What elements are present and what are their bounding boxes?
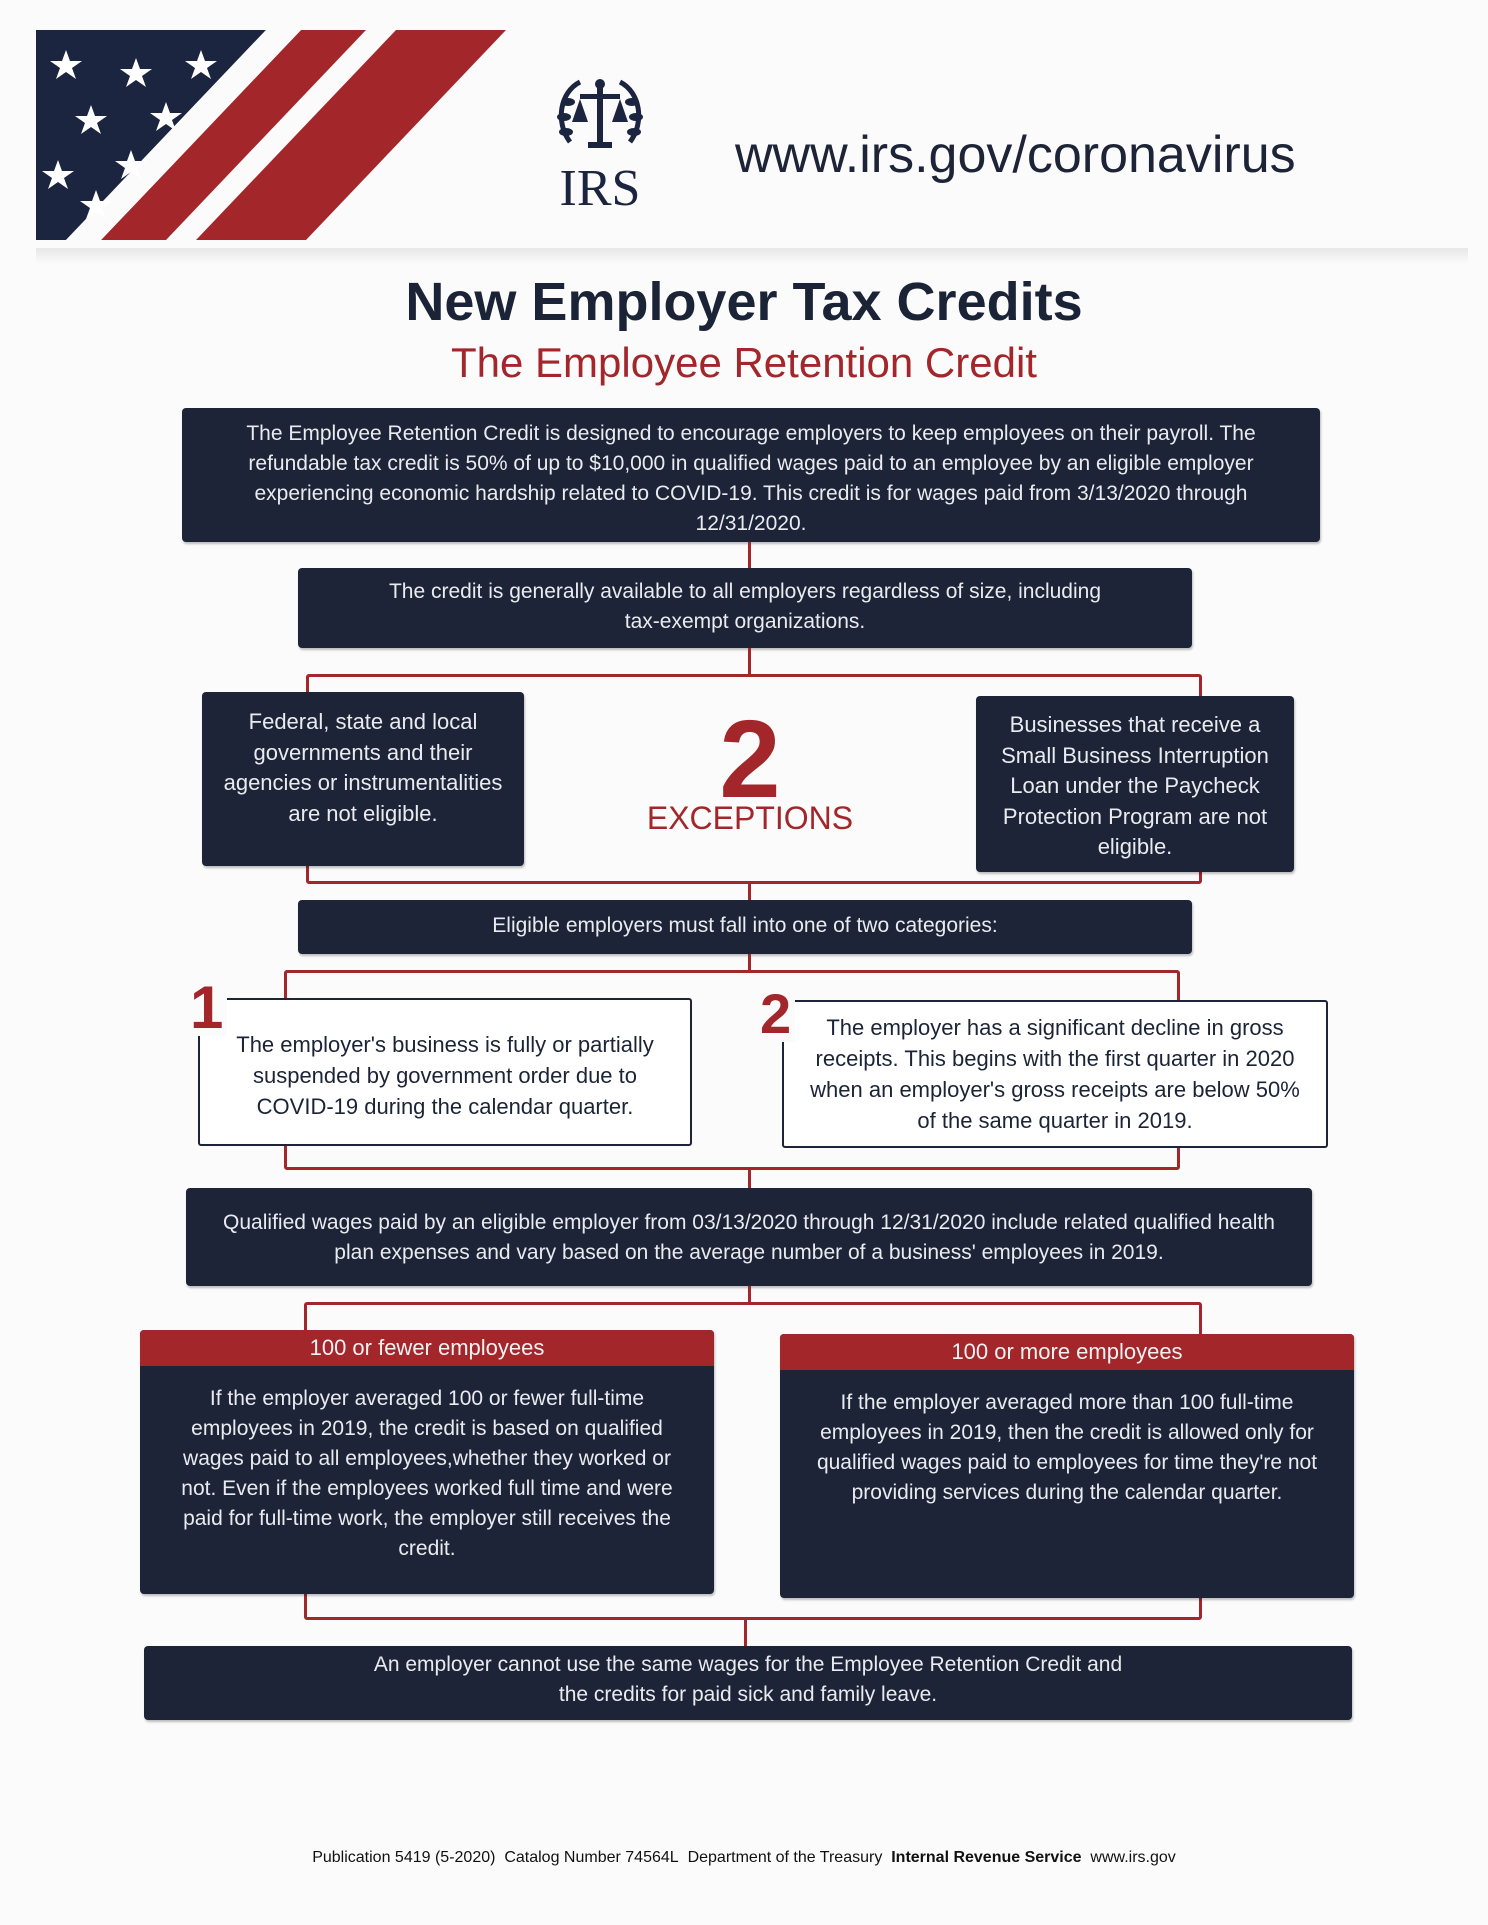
- irs-logo: [545, 72, 655, 222]
- final-note-text: An employer cannot use the same wages for the Employee Retention Credit and the credits for paid sick and family leave.: [373, 1653, 1123, 1706]
- availability-box: [298, 568, 1192, 648]
- exceptions-count: 2: [719, 698, 781, 821]
- intro-box: [182, 408, 1320, 542]
- intro-text: The Employee Retention Credit is designed to encourage employers to keep employees on their payroll. The refundable tax credit is 50% of up to $10,000 in qualified wages paid to an employee by an eligible employer experiencing economic hardship related to COVID-19. This credit is for wages paid from 3/13/2020 through 12/31/2020.: [246, 422, 1256, 535]
- page-subtitle: The Employee Retention Credit: [451, 339, 1037, 386]
- header-url: www.irs.gov/coronavirus: [735, 126, 1296, 184]
- fewer-employees-card: [140, 1330, 714, 1594]
- fewer-employees-text: If the employer averaged 100 or fewer full-time employees in 2019, the credit is based on qualified wages paid to all employees,whether they worked or not. Even if the employees worked full time and were paid for full-time work, the employer still receives the credit.: [181, 1387, 673, 1560]
- category-1-box: [198, 998, 692, 1146]
- connector: [748, 542, 751, 570]
- connector: [748, 648, 751, 676]
- exceptions-label: EXCEPTIONS: [646, 800, 854, 836]
- footer-department: Department of the Treasury: [687, 1849, 883, 1866]
- exception-left-text: Federal, state and local governments and their agencies or instrumentalities are not eligible.: [223, 709, 503, 826]
- connector: [744, 1620, 747, 1648]
- more-employees-text: If the employer averaged more than 100 full-time employees in 2019, then the credit is allowed only for qualified wages paid to employees for time they're not providing services during the calendar quarter.: [816, 1391, 1318, 1504]
- fewer-employees-header: 100 or fewer employees: [140, 1330, 714, 1366]
- exception-right-text: Businesses that receive a Small Business Interruption Loan under the Paycheck Protection Program are not eligible.: [1001, 712, 1269, 859]
- irs-eagle-icon: [550, 72, 650, 162]
- qualified-wages-text: Qualified wages paid by an eligible employer from 03/13/2020 through 12/31/2020 include related qualified health plan expenses and vary based on the average number of a business' employees in 2019.: [223, 1211, 1275, 1264]
- exception-right-box: [976, 696, 1294, 872]
- more-employees-header: 100 or more employees: [780, 1334, 1354, 1370]
- category-2-number: 2: [756, 986, 795, 1042]
- page-title: New Employer Tax Credits: [405, 272, 1083, 332]
- footer-agency: Internal Revenue Service: [891, 1849, 1082, 1866]
- category-1-number: 1: [186, 980, 227, 1036]
- footer-url: www.irs.gov: [1090, 1849, 1176, 1866]
- categories-heading-box: [298, 900, 1192, 954]
- exception-left-box: [202, 692, 524, 866]
- qualified-wages-box: [186, 1188, 1312, 1286]
- footer: [0, 1848, 1488, 1868]
- flag-banner: [36, 30, 506, 240]
- footer-publication: Publication 5419 (5-2020): [312, 1849, 496, 1866]
- flag-graphic: [36, 30, 506, 240]
- category-2-box: [782, 1000, 1328, 1148]
- final-note-box: [144, 1646, 1352, 1720]
- connector: [748, 1170, 751, 1190]
- irs-logo-text: IRS: [559, 160, 641, 217]
- footer-catalog: Catalog Number 74564L: [504, 1849, 679, 1866]
- category-2-text: The employer has a significant decline in gross receipts. This begins with the first quarter in 2020 when an employer's gross receipts are below 50% of the same quarter in 2019.: [810, 1015, 1300, 1133]
- header-divider: [36, 248, 1468, 264]
- categories-heading: Eligible employers must fall into one of two categories:: [492, 914, 998, 937]
- availability-text: The credit is generally available to all employers regardless of size, including tax-exempt organizations.: [388, 580, 1102, 633]
- more-employees-card: [780, 1334, 1354, 1598]
- category-1-text: The employer's business is fully or partially suspended by government order due to COVID-19 during the calendar quarter.: [236, 1031, 654, 1119]
